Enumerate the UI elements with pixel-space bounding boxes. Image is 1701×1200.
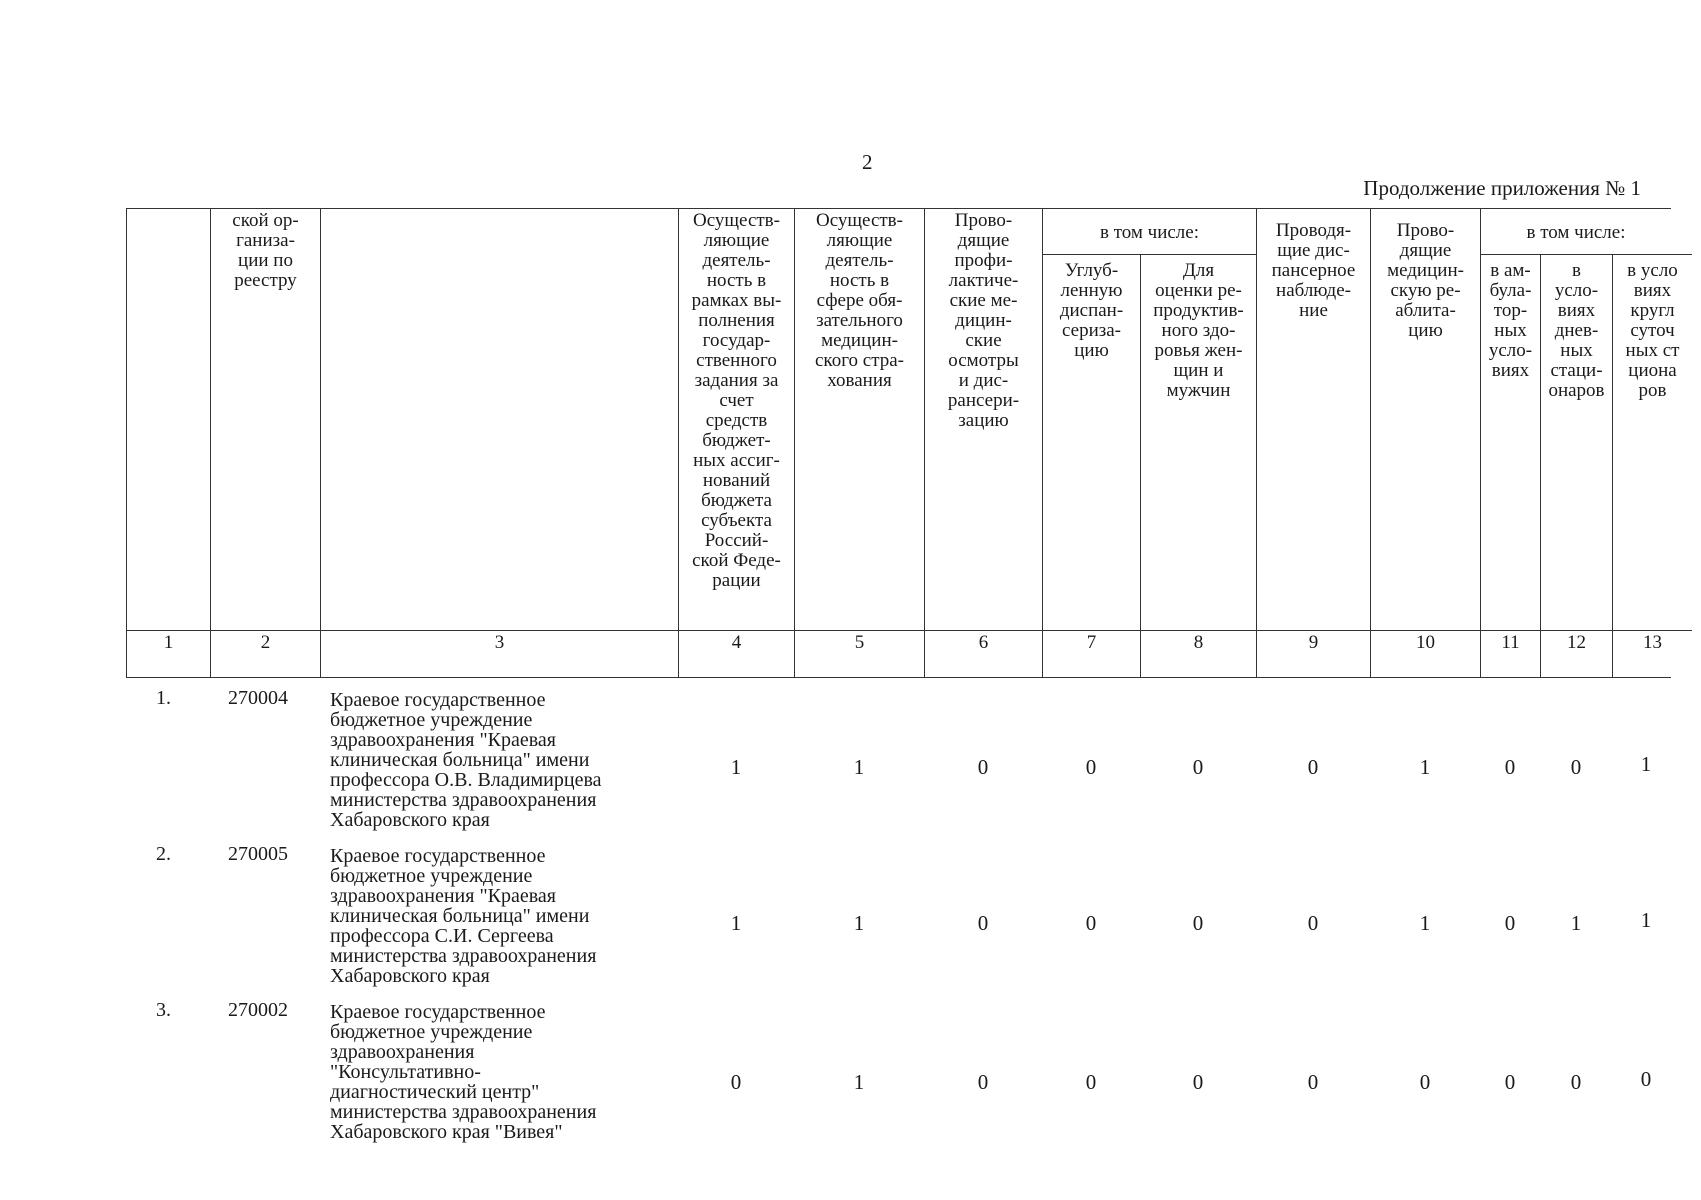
row1-col9: 0 — [1307, 755, 1319, 779]
header-group-11-13: в том числе: — [1480, 208, 1671, 254]
row1-col13: 1 — [1640, 752, 1652, 776]
continuation-caption: Продолжение приложения № 1 — [1363, 176, 1641, 200]
row3-name: Краевое государственное бюджетное учреждение здравоохранения "Консультативно- диагностический центр" министерства здравоохранения Хабаровского края "Вивея" — [330, 1001, 597, 1143]
row1-col8: 0 — [1192, 755, 1204, 779]
row2-col10: 1 — [1419, 911, 1431, 935]
colnum-12: 12 — [1540, 630, 1612, 678]
row2-col11: 0 — [1504, 911, 1516, 935]
row3-col8: 0 — [1192, 1070, 1204, 1094]
row2-col12: 1 — [1570, 911, 1582, 935]
row3-code: 270002 — [228, 999, 288, 1021]
header-col10: Прово- дящие медицин- скую ре- аблита- цию — [1370, 208, 1480, 630]
row3-col6: 0 — [977, 1070, 989, 1094]
row1-name: Краевое государственное бюджетное учреждение здравоохранения "Краевая клиническая больница" имени профессора О.В. Владимирцева министерства здравоохранения Хабаровского края — [330, 689, 602, 831]
row3-num: 3. — [156, 999, 171, 1021]
header-col4: Осуществ- ляющие деятель- ность в рамках вы- полнения государ- ственного задания за счет средств бюджет- ных ассиг- нований бюджета субъекта Россий- ской Феде- рации — [678, 208, 794, 630]
row2-col13: 1 — [1640, 908, 1652, 932]
row2-code: 270005 — [228, 843, 288, 865]
row3-col11: 0 — [1504, 1070, 1516, 1094]
row3-col9: 0 — [1307, 1070, 1319, 1094]
colnum-10: 10 — [1370, 630, 1480, 678]
colnum-3: 3 — [320, 630, 678, 678]
colnum-2: 2 — [210, 630, 320, 678]
row2-num: 2. — [156, 843, 171, 865]
header-col7: Углуб- ленную диспан- сериза- цию — [1042, 254, 1140, 630]
header-col5: Осуществ- ляющие деятель- ность в сфере обя- зательного медицин- ского стра- хования — [794, 208, 924, 630]
header-col1 — [126, 208, 210, 630]
row2-col8: 0 — [1192, 911, 1204, 935]
header-col12: в усло- виях днев- ных стаци- онаров — [1540, 254, 1612, 630]
header-col6: Прово- дящие профи- лактиче- ские ме- дицин- ские осмотры и дис- pансери- зацию — [924, 208, 1042, 630]
row2-col4: 1 — [730, 911, 742, 935]
header-col3 — [320, 208, 678, 630]
row3-col4: 0 — [730, 1070, 742, 1094]
row2-col5: 1 — [853, 911, 865, 935]
header-col9: Проводя- щие дис- пансерное наблюде- ние — [1256, 208, 1370, 630]
colnum-5: 5 — [794, 630, 924, 678]
row2-name: Краевое государственное бюджетное учреждение здравоохранения "Краевая клиническая больница" имени профессора С.И. Сергеева министерства здравоохранения Хабаровского края — [330, 845, 597, 987]
row2-col6: 0 — [977, 911, 989, 935]
row2-col7: 0 — [1085, 911, 1097, 935]
row1-num: 1. — [156, 687, 171, 709]
row1-col11: 0 — [1504, 755, 1516, 779]
header-col11: в ам- була- тор- ных усло- виях — [1480, 254, 1540, 630]
header-col8: Для оценки ре- продуктив- ного здо- ровья жен- щин и мужчин — [1140, 254, 1256, 630]
colnum-1: 1 — [126, 630, 210, 678]
row3-col5: 1 — [853, 1070, 865, 1094]
header-group-7-8: в том числе: — [1042, 208, 1256, 254]
row1-code: 270004 — [228, 687, 288, 709]
colnum-11: 11 — [1480, 630, 1540, 678]
row3-col10: 0 — [1419, 1070, 1431, 1094]
row1-col10: 1 — [1419, 755, 1431, 779]
header-col2: ской ор- ганиза- ции по реестру — [210, 208, 320, 630]
row3-col13: 0 — [1640, 1067, 1652, 1091]
header-bottom-rule — [126, 677, 1671, 678]
row1-col4: 1 — [730, 755, 742, 779]
page-number: 2 — [862, 150, 873, 174]
colnum-6: 6 — [924, 630, 1042, 678]
row1-col5: 1 — [853, 755, 865, 779]
row1-col12: 0 — [1570, 755, 1582, 779]
colnum-9: 9 — [1256, 630, 1370, 678]
row3-col7: 0 — [1085, 1070, 1097, 1094]
colnum-13: 13 — [1612, 630, 1692, 678]
row1-col7: 0 — [1085, 755, 1097, 779]
header-col13: в усло виях кругл суточ ных ст циона ров — [1612, 254, 1692, 630]
registry-table — [126, 208, 1680, 1148]
colnum-8: 8 — [1140, 630, 1256, 678]
colnum-7: 7 — [1042, 630, 1140, 678]
row3-col12: 0 — [1570, 1070, 1582, 1094]
row2-col9: 0 — [1307, 911, 1319, 935]
colnum-4: 4 — [678, 630, 794, 678]
row1-col6: 0 — [977, 755, 989, 779]
